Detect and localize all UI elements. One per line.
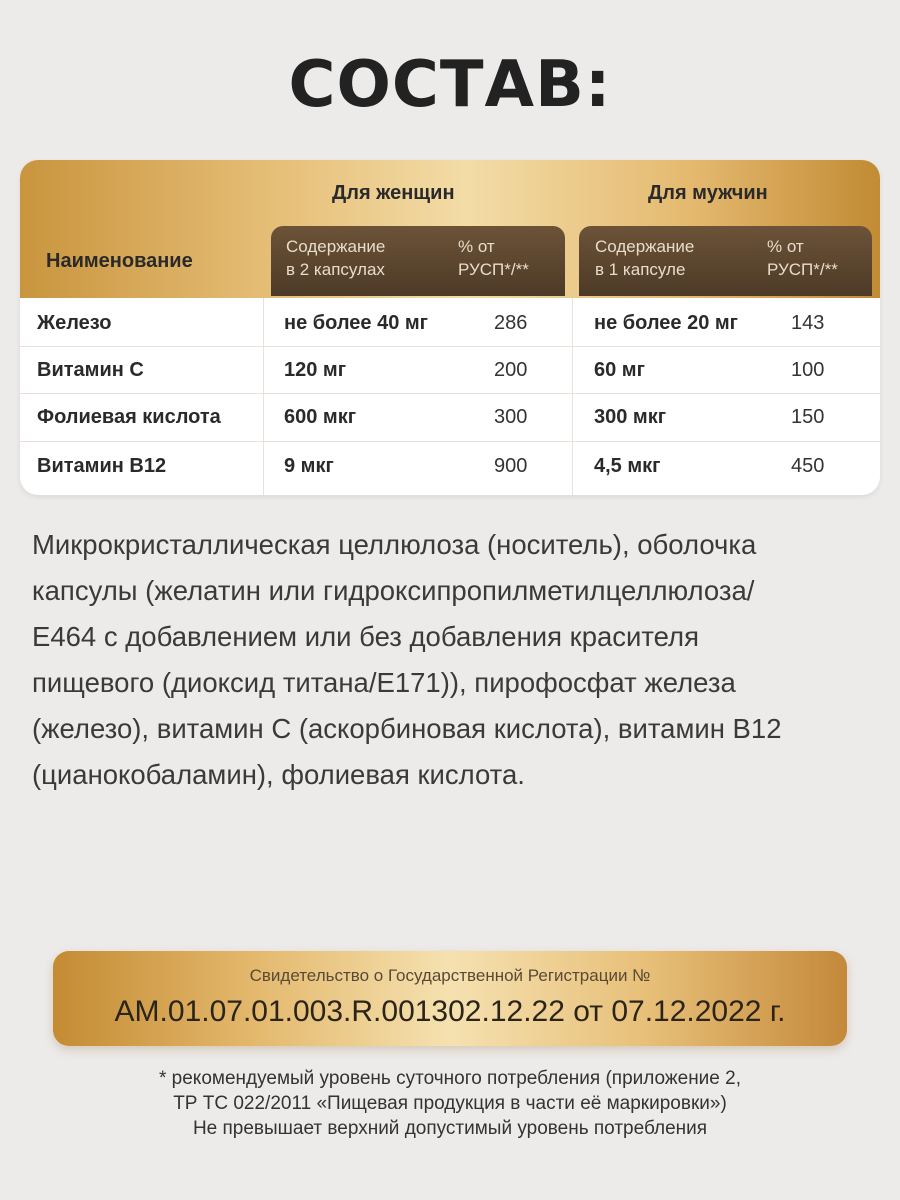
footnote-line: ТР ТС 022/2011 «Пищевая продукция в части её маркировки») bbox=[173, 1093, 727, 1114]
row-name: Фолиевая кислота bbox=[37, 405, 221, 428]
page-title: СОСТАВ: bbox=[288, 48, 612, 122]
men-column-title: Для мужчин bbox=[648, 182, 768, 204]
table-row bbox=[20, 443, 880, 489]
composition-line: (цианокобаламин), фолиевая кислота. bbox=[32, 759, 525, 790]
women-amount: 120 мг bbox=[284, 358, 347, 381]
men-pct: 450 bbox=[791, 454, 825, 477]
name-column-header: Наименование bbox=[46, 250, 193, 272]
footnote bbox=[0, 1066, 900, 1141]
women-column-title: Для женщин bbox=[332, 182, 455, 204]
men-content-label-line2: в 1 капсуле bbox=[595, 260, 686, 279]
men-pct: 150 bbox=[791, 405, 825, 428]
table-row bbox=[20, 300, 880, 346]
women-pct-label-line1: % от bbox=[458, 237, 495, 256]
composition-line: Микрокристаллическая целлюлоза (носитель), оболочка bbox=[32, 529, 757, 560]
footnote-line: * рекомендуемый уровень суточного потребления (приложение 2, bbox=[158, 1068, 741, 1089]
table-row bbox=[20, 347, 880, 393]
composition-line: (железо), витамин С (аскорбиновая кислота), витамин В12 bbox=[32, 713, 782, 744]
women-content-label-line1: Содержание bbox=[286, 237, 386, 256]
women-subheader bbox=[271, 226, 565, 296]
row-name: Витамин С bbox=[37, 358, 144, 381]
composition-line: капсулы (желатин или гидроксипропилметилцеллюлоза/ bbox=[32, 575, 755, 606]
men-pct: 143 bbox=[791, 311, 825, 334]
registration-number: AM.01.07.01.003.R.001302.12.22 от 07.12.2022 г. bbox=[114, 995, 786, 1028]
footnote-line: Не превышает верхний допустимый уровень потребления bbox=[192, 1118, 708, 1139]
men-amount: 300 мкг bbox=[594, 405, 667, 428]
men-pct-label-line2: РУСП*/** bbox=[767, 260, 838, 279]
men-amount: 60 мг bbox=[594, 358, 645, 381]
women-amount: не более 40 мг bbox=[284, 311, 429, 334]
women-pct: 286 bbox=[494, 311, 528, 334]
row-name: Железо bbox=[37, 311, 112, 334]
registration-label: Свидетельство о Государственной Регистрации № bbox=[249, 966, 651, 985]
men-amount: не более 20 мг bbox=[594, 311, 739, 334]
composition-line: Е464 с добавлением или без добавления красителя bbox=[32, 621, 699, 652]
women-pct-label-line2: РУСП*/** bbox=[458, 260, 529, 279]
women-pct: 200 bbox=[494, 358, 528, 381]
women-content-label-line2: в 2 капсулах bbox=[286, 260, 385, 279]
women-amount: 9 мкг bbox=[284, 454, 334, 477]
men-amount: 4,5 мкг bbox=[594, 454, 661, 477]
registration-badge bbox=[53, 951, 847, 1046]
women-pct: 300 bbox=[494, 405, 528, 428]
row-name: Витамин В12 bbox=[37, 454, 167, 477]
men-subheader bbox=[579, 226, 872, 296]
composition-table bbox=[20, 160, 880, 495]
composition-text bbox=[32, 522, 877, 798]
men-pct: 100 bbox=[791, 358, 825, 381]
composition-line: пищевого (диоксид титана/Е171)), пирофосфат железа bbox=[32, 667, 736, 698]
men-pct-label-line1: % от bbox=[767, 237, 804, 256]
table-header bbox=[20, 160, 880, 298]
women-pct: 900 bbox=[494, 454, 528, 477]
row-divider bbox=[20, 441, 880, 442]
women-amount: 600 мкг bbox=[284, 405, 357, 428]
men-content-label-line1: Содержание bbox=[595, 237, 695, 256]
table-row bbox=[20, 394, 880, 440]
